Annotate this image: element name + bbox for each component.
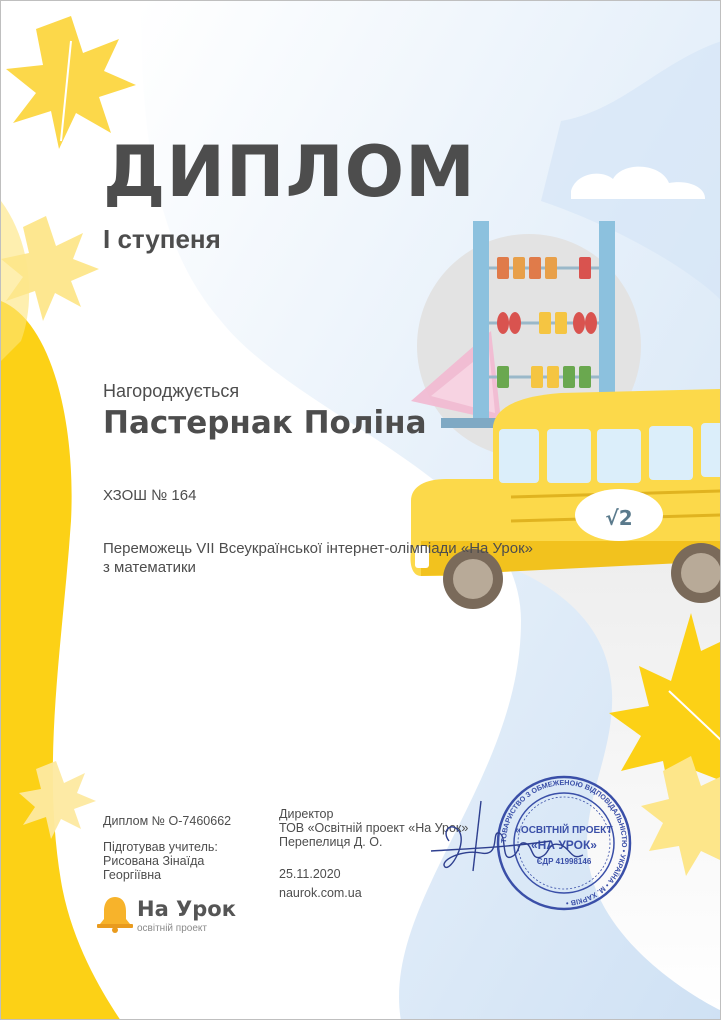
official-seal [498,777,630,909]
diploma-number: Диплом № O-7460662 [103,814,232,828]
teacher-name-line-1: Рисована Зінаїда [103,854,205,868]
seal-center-line-1: «ОСВІТНІЙ ПРОЕКТ [515,825,613,836]
school-name: ХЗОШ № 164 [103,487,197,504]
maple-leaf-top-left [6,16,136,149]
teacher-block [103,840,218,882]
bus-sign: √2 [605,506,633,530]
signature-and-seal [421,771,641,916]
seal-code: ЄДР 41998146 [536,857,592,866]
achievement-line-1: Переможець VII Всеукраїнської інтернет-олімпіади «На Урок» [103,540,533,557]
teacher-name-line-2: Георгіївна [103,868,162,882]
issue-date: 25.11.2020 [279,867,341,881]
achievement-text [103,539,643,577]
seal-center-line-2: «НА УРОК» [531,838,597,852]
diploma-title: ДИПЛОМ [103,131,476,213]
recipient-name: Пастернак Поліна [103,405,427,441]
website-link[interactable]: naurok.com.ua [279,886,362,900]
awarded-label: Нагороджується [103,381,240,401]
seal-ring-text: ТОВАРИСТВО З ОБМЕЖЕНОЮ ВІДПОВІДАЛЬНІСТЮ • УКРАЇНА • М. ХАРКІВ • [498,777,630,908]
logo-name: На Урок [137,897,236,921]
bell-icon [97,893,133,933]
diploma-degree: І ступеня [103,224,221,254]
director-title: Директор [279,807,334,821]
director-name: Перепелиця Д. О. [279,835,383,849]
logo-subtitle: освітній проект [137,923,207,934]
organization-name: ТОВ «Освітній проект «На Урок» [279,821,469,835]
achievement-line-2: з математики [103,559,196,576]
teacher-label: Підготував учитель: [103,840,218,854]
naurok-logo [97,893,237,937]
